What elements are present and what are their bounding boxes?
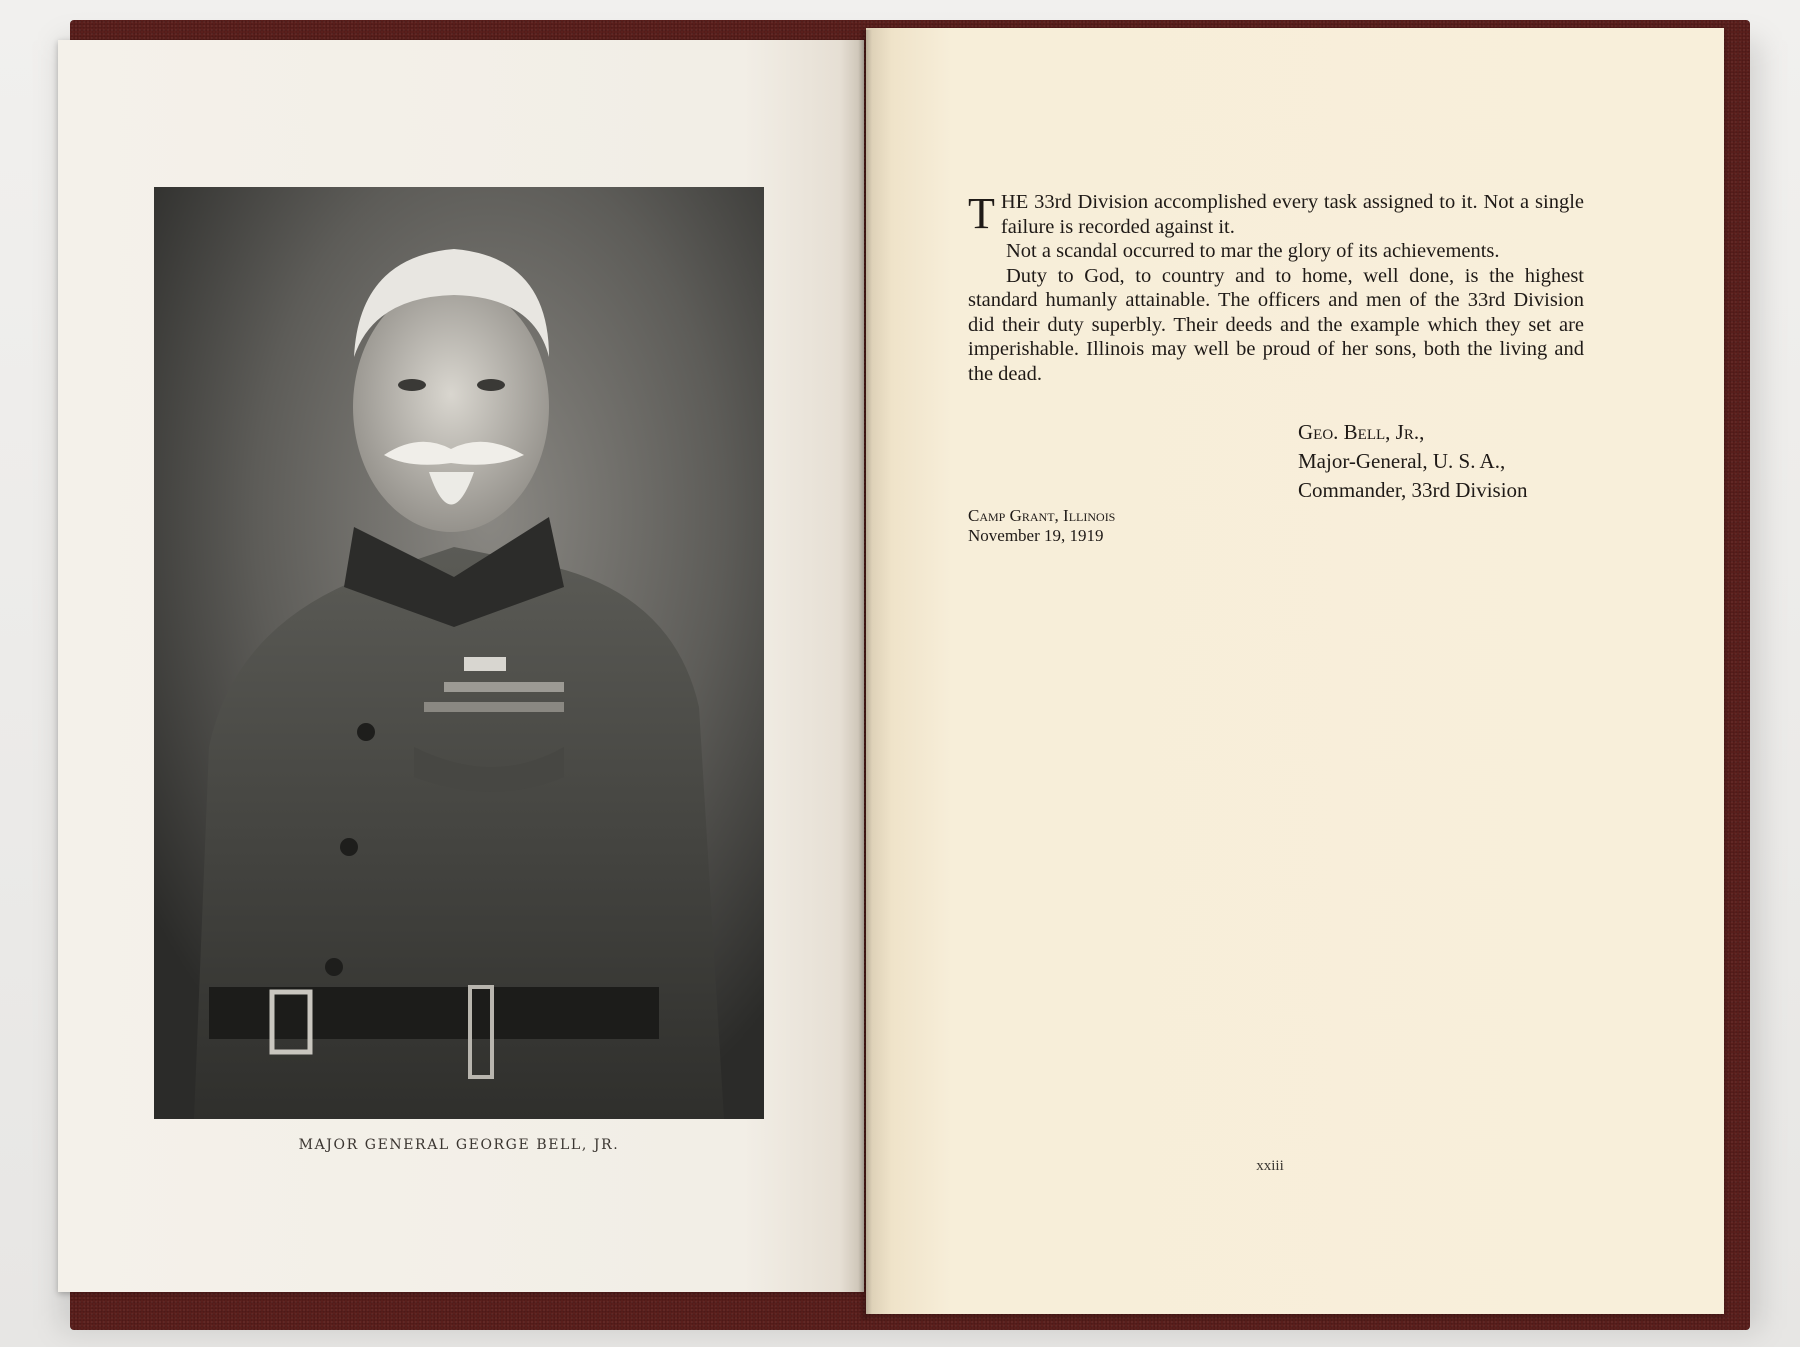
signature-name: Geo. Bell, Jr., [1298, 420, 1425, 444]
signature-rank: Major-General, U. S. A., [1298, 449, 1506, 473]
place-line: Camp Grant, Illinois [968, 506, 1116, 525]
paragraph-3: Duty to God, to country and to home, well done, is the highest standard humanly attainable. The officers and men of the 33rd Division did their duty superbly. Their deeds and the example which they set are imperishable. Illinois may well be proud of her sons, both the living and the dead. [968, 264, 1584, 385]
paragraph-1-first-line: HE 33rd Division accomplished every task assigned to it. [1000, 191, 1478, 213]
place-and-date [968, 506, 1115, 546]
date-line: November 19, 1919 [968, 526, 1104, 545]
dedication-text [968, 190, 1584, 386]
paragraph-2: Not a scandal occurred to mar the glory of its achievements. [1006, 240, 1500, 262]
paragraph-1-rest: Not a single failure is recorded against it. [1000, 191, 1584, 238]
portrait-illustration [154, 187, 764, 1119]
portrait-caption: MAJOR GENERAL GEORGE BELL, JR. [298, 1137, 620, 1153]
portrait-photograph [154, 187, 764, 1119]
book-gutter [858, 30, 872, 1320]
drop-cap: T [968, 189, 995, 238]
signature-command: Commander, 33rd Division [1298, 478, 1528, 502]
page-number: xxiii [1256, 1158, 1284, 1174]
paragraph-1 [968, 190, 1584, 239]
signature-block [1298, 418, 1528, 505]
